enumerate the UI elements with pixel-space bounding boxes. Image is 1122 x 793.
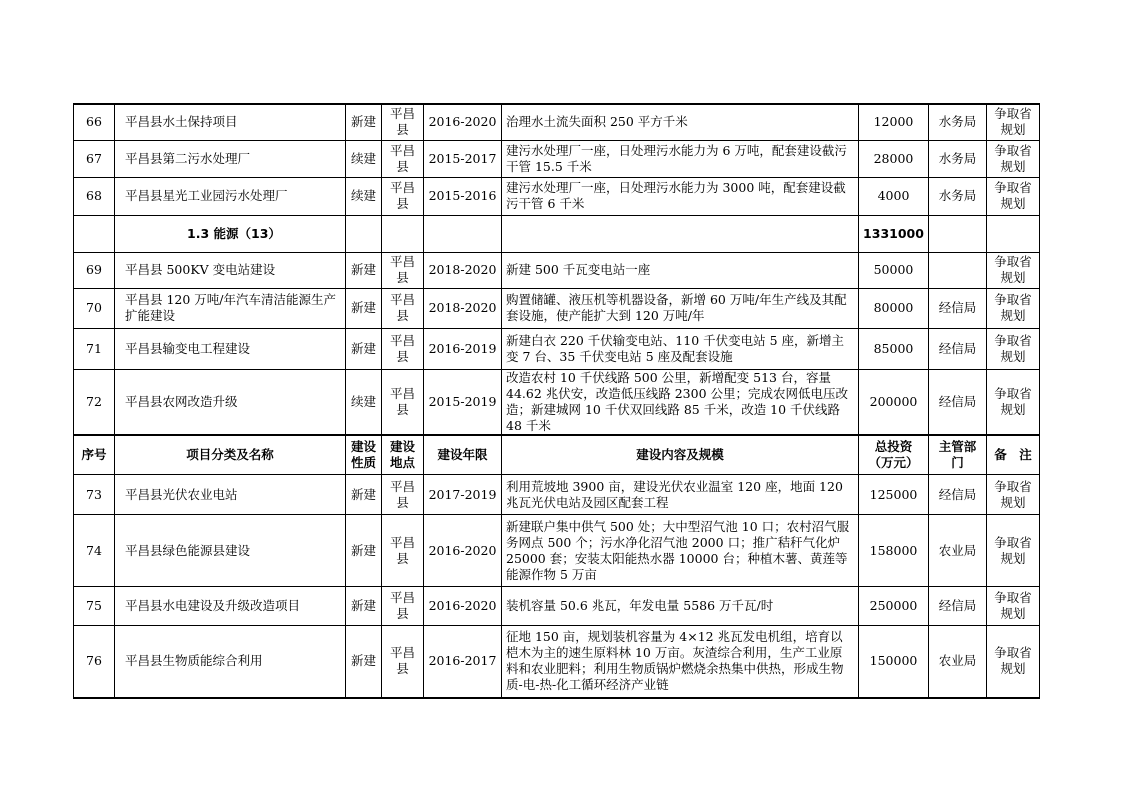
build-nature: 新建 [346, 626, 382, 698]
department: 水务局 [929, 104, 987, 140]
table-row [74, 587, 1040, 626]
build-location: 平昌县 [382, 328, 424, 369]
row-number: 69 [74, 252, 115, 288]
header-location: 建设地点 [382, 435, 424, 475]
header-department: 主管部门 [929, 435, 987, 475]
table-row [74, 252, 1040, 288]
header-nature: 建设性质 [346, 435, 382, 475]
table-row [74, 626, 1040, 698]
department: 经信局 [929, 587, 987, 626]
note: 争取省规划 [987, 288, 1040, 328]
row-number: 73 [74, 475, 115, 515]
build-content: 治理水土流失面积 250 平方千米 [502, 104, 859, 140]
build-nature: 新建 [346, 104, 382, 140]
build-location: 平昌县 [382, 587, 424, 626]
department: 经信局 [929, 369, 987, 435]
build-content: 新建 500 千瓦变电站一座 [502, 252, 859, 288]
note: 争取省规划 [987, 328, 1040, 369]
total-investment: 28000 [859, 140, 929, 177]
build-nature: 新建 [346, 328, 382, 369]
build-location: 平昌县 [382, 252, 424, 288]
row-number: 67 [74, 140, 115, 177]
table-header-row [74, 435, 1040, 475]
build-years: 2016-2020 [424, 104, 502, 140]
note: 争取省规划 [987, 177, 1040, 215]
build-years: 2018-2020 [424, 288, 502, 328]
build-location: 平昌县 [382, 515, 424, 587]
section-title: 1.3 能源（13） [115, 215, 346, 252]
row-number: 68 [74, 177, 115, 215]
build-nature: 续建 [346, 177, 382, 215]
build-location: 平昌县 [382, 369, 424, 435]
header-investment: 总投资（万元） [859, 435, 929, 475]
department: 经信局 [929, 475, 987, 515]
build-content: 改造农村 10 千伏线路 500 公里，新增配变 513 台，容量 44.62 兆伏安，改造低压线路 2300 公里；完成农网低电压改造；新建城网 10 千伏双回线路 85 千米，改造 10 千伏线路 48 千米 [502, 369, 859, 435]
department: 农业局 [929, 515, 987, 587]
total-investment: 4000 [859, 177, 929, 215]
note: 争取省规划 [987, 626, 1040, 698]
project-name: 平昌县 120 万吨/年汽车清洁能源生产扩能建设 [115, 288, 346, 328]
build-years: 2016-2017 [424, 626, 502, 698]
note: 争取省规划 [987, 587, 1040, 626]
table-row [74, 475, 1040, 515]
build-nature: 续建 [346, 369, 382, 435]
build-nature: 新建 [346, 475, 382, 515]
department [929, 252, 987, 288]
build-years: 2016-2020 [424, 587, 502, 626]
build-content: 购置储罐、液压机等机器设备，新增 60 万吨/年生产线及其配套设施，使产能扩大到 120 万吨/年 [502, 288, 859, 328]
note: 争取省规划 [987, 515, 1040, 587]
row-number: 71 [74, 328, 115, 369]
department: 农业局 [929, 626, 987, 698]
project-name: 平昌县第二污水处理厂 [115, 140, 346, 177]
build-nature: 新建 [346, 587, 382, 626]
row-number: 75 [74, 587, 115, 626]
project-name: 平昌县光伏农业电站 [115, 475, 346, 515]
build-content: 装机容量 50.6 兆瓦，年发电量 5586 万千瓦/时 [502, 587, 859, 626]
note: 争取省规划 [987, 475, 1040, 515]
project-name: 平昌县绿色能源县建设 [115, 515, 346, 587]
total-investment: 125000 [859, 475, 929, 515]
build-content: 征地 150 亩，规划装机容量为 4×12 兆瓦发电机组，培育以桤木为主的速生原料林 10 万亩。灰渣综合利用，生产工业原料和农业肥料；利用生物质锅炉燃烧余热集中供热，形成生物质-电-热-化工循环经济产业链 [502, 626, 859, 698]
department: 经信局 [929, 328, 987, 369]
section-row [74, 215, 1040, 252]
project-name: 平昌县输变电工程建设 [115, 328, 346, 369]
row-number: 74 [74, 515, 115, 587]
total-investment: 85000 [859, 328, 929, 369]
build-years: 2016-2020 [424, 515, 502, 587]
header-no: 序号 [74, 435, 115, 475]
total-investment: 80000 [859, 288, 929, 328]
table-row [74, 515, 1040, 587]
total-investment: 158000 [859, 515, 929, 587]
header-years: 建设年限 [424, 435, 502, 475]
total-investment: 150000 [859, 626, 929, 698]
row-number: 66 [74, 104, 115, 140]
build-years: 2015-2016 [424, 177, 502, 215]
build-content: 建污水处理厂一座，日处理污水能力为 6 万吨，配套建设截污干管 15.5 千米 [502, 140, 859, 177]
project-name: 平昌县 500KV 变电站建设 [115, 252, 346, 288]
note: 争取省规划 [987, 252, 1040, 288]
note: 争取省规划 [987, 104, 1040, 140]
project-name: 平昌县水土保持项目 [115, 104, 346, 140]
section-total-investment: 1331000 [859, 215, 929, 252]
table-row [74, 328, 1040, 369]
build-content: 建污水处理厂一座，日处理污水能力为 3000 吨，配套建设截污干管 6 千米 [502, 177, 859, 215]
build-location: 平昌县 [382, 140, 424, 177]
build-nature: 新建 [346, 288, 382, 328]
build-location: 平昌县 [382, 626, 424, 698]
department: 经信局 [929, 288, 987, 328]
note: 争取省规划 [987, 140, 1040, 177]
table-row [74, 177, 1040, 215]
note: 争取省规划 [987, 369, 1040, 435]
build-location: 平昌县 [382, 475, 424, 515]
table-row [74, 288, 1040, 328]
header-name: 项目分类及名称 [115, 435, 346, 475]
build-years: 2016-2019 [424, 328, 502, 369]
build-nature: 新建 [346, 515, 382, 587]
department: 水务局 [929, 140, 987, 177]
total-investment: 50000 [859, 252, 929, 288]
build-years: 2015-2019 [424, 369, 502, 435]
build-location: 平昌县 [382, 104, 424, 140]
build-content: 利用荒坡地 3900 亩，建设光伏农业温室 120 座，地面 120 兆瓦光伏电站及园区配套工程 [502, 475, 859, 515]
row-number: 76 [74, 626, 115, 698]
build-years: 2015-2017 [424, 140, 502, 177]
table-row [74, 104, 1040, 140]
build-years: 2017-2019 [424, 475, 502, 515]
project-table [73, 103, 1040, 699]
total-investment: 250000 [859, 587, 929, 626]
build-years: 2018-2020 [424, 252, 502, 288]
header-note: 备 注 [987, 435, 1040, 475]
project-name: 平昌县农网改造升级 [115, 369, 346, 435]
total-investment: 200000 [859, 369, 929, 435]
header-content: 建设内容及规模 [502, 435, 859, 475]
project-name: 平昌县生物质能综合利用 [115, 626, 346, 698]
row-number: 70 [74, 288, 115, 328]
build-location: 平昌县 [382, 177, 424, 215]
project-name: 平昌县星光工业园污水处理厂 [115, 177, 346, 215]
row-number: 72 [74, 369, 115, 435]
total-investment: 12000 [859, 104, 929, 140]
build-content: 新建联户集中供气 500 处；大中型沼气池 10 口；农村沼气服务网点 500 个；污水净化沼气池 2000 口；推广秸秆气化炉 25000 套；安装太阳能热水器 10000 台；种植木薯、黄莲等能源作物 5 万亩 [502, 515, 859, 587]
build-nature: 新建 [346, 252, 382, 288]
build-nature: 续建 [346, 140, 382, 177]
table-row [74, 369, 1040, 435]
build-content: 新建白衣 220 千伏输变电站、110 千伏变电站 5 座，新增主变 7 台、35 千伏变电站 5 座及配套设施 [502, 328, 859, 369]
table-row [74, 140, 1040, 177]
project-name: 平昌县水电建设及升级改造项目 [115, 587, 346, 626]
department: 水务局 [929, 177, 987, 215]
build-location: 平昌县 [382, 288, 424, 328]
